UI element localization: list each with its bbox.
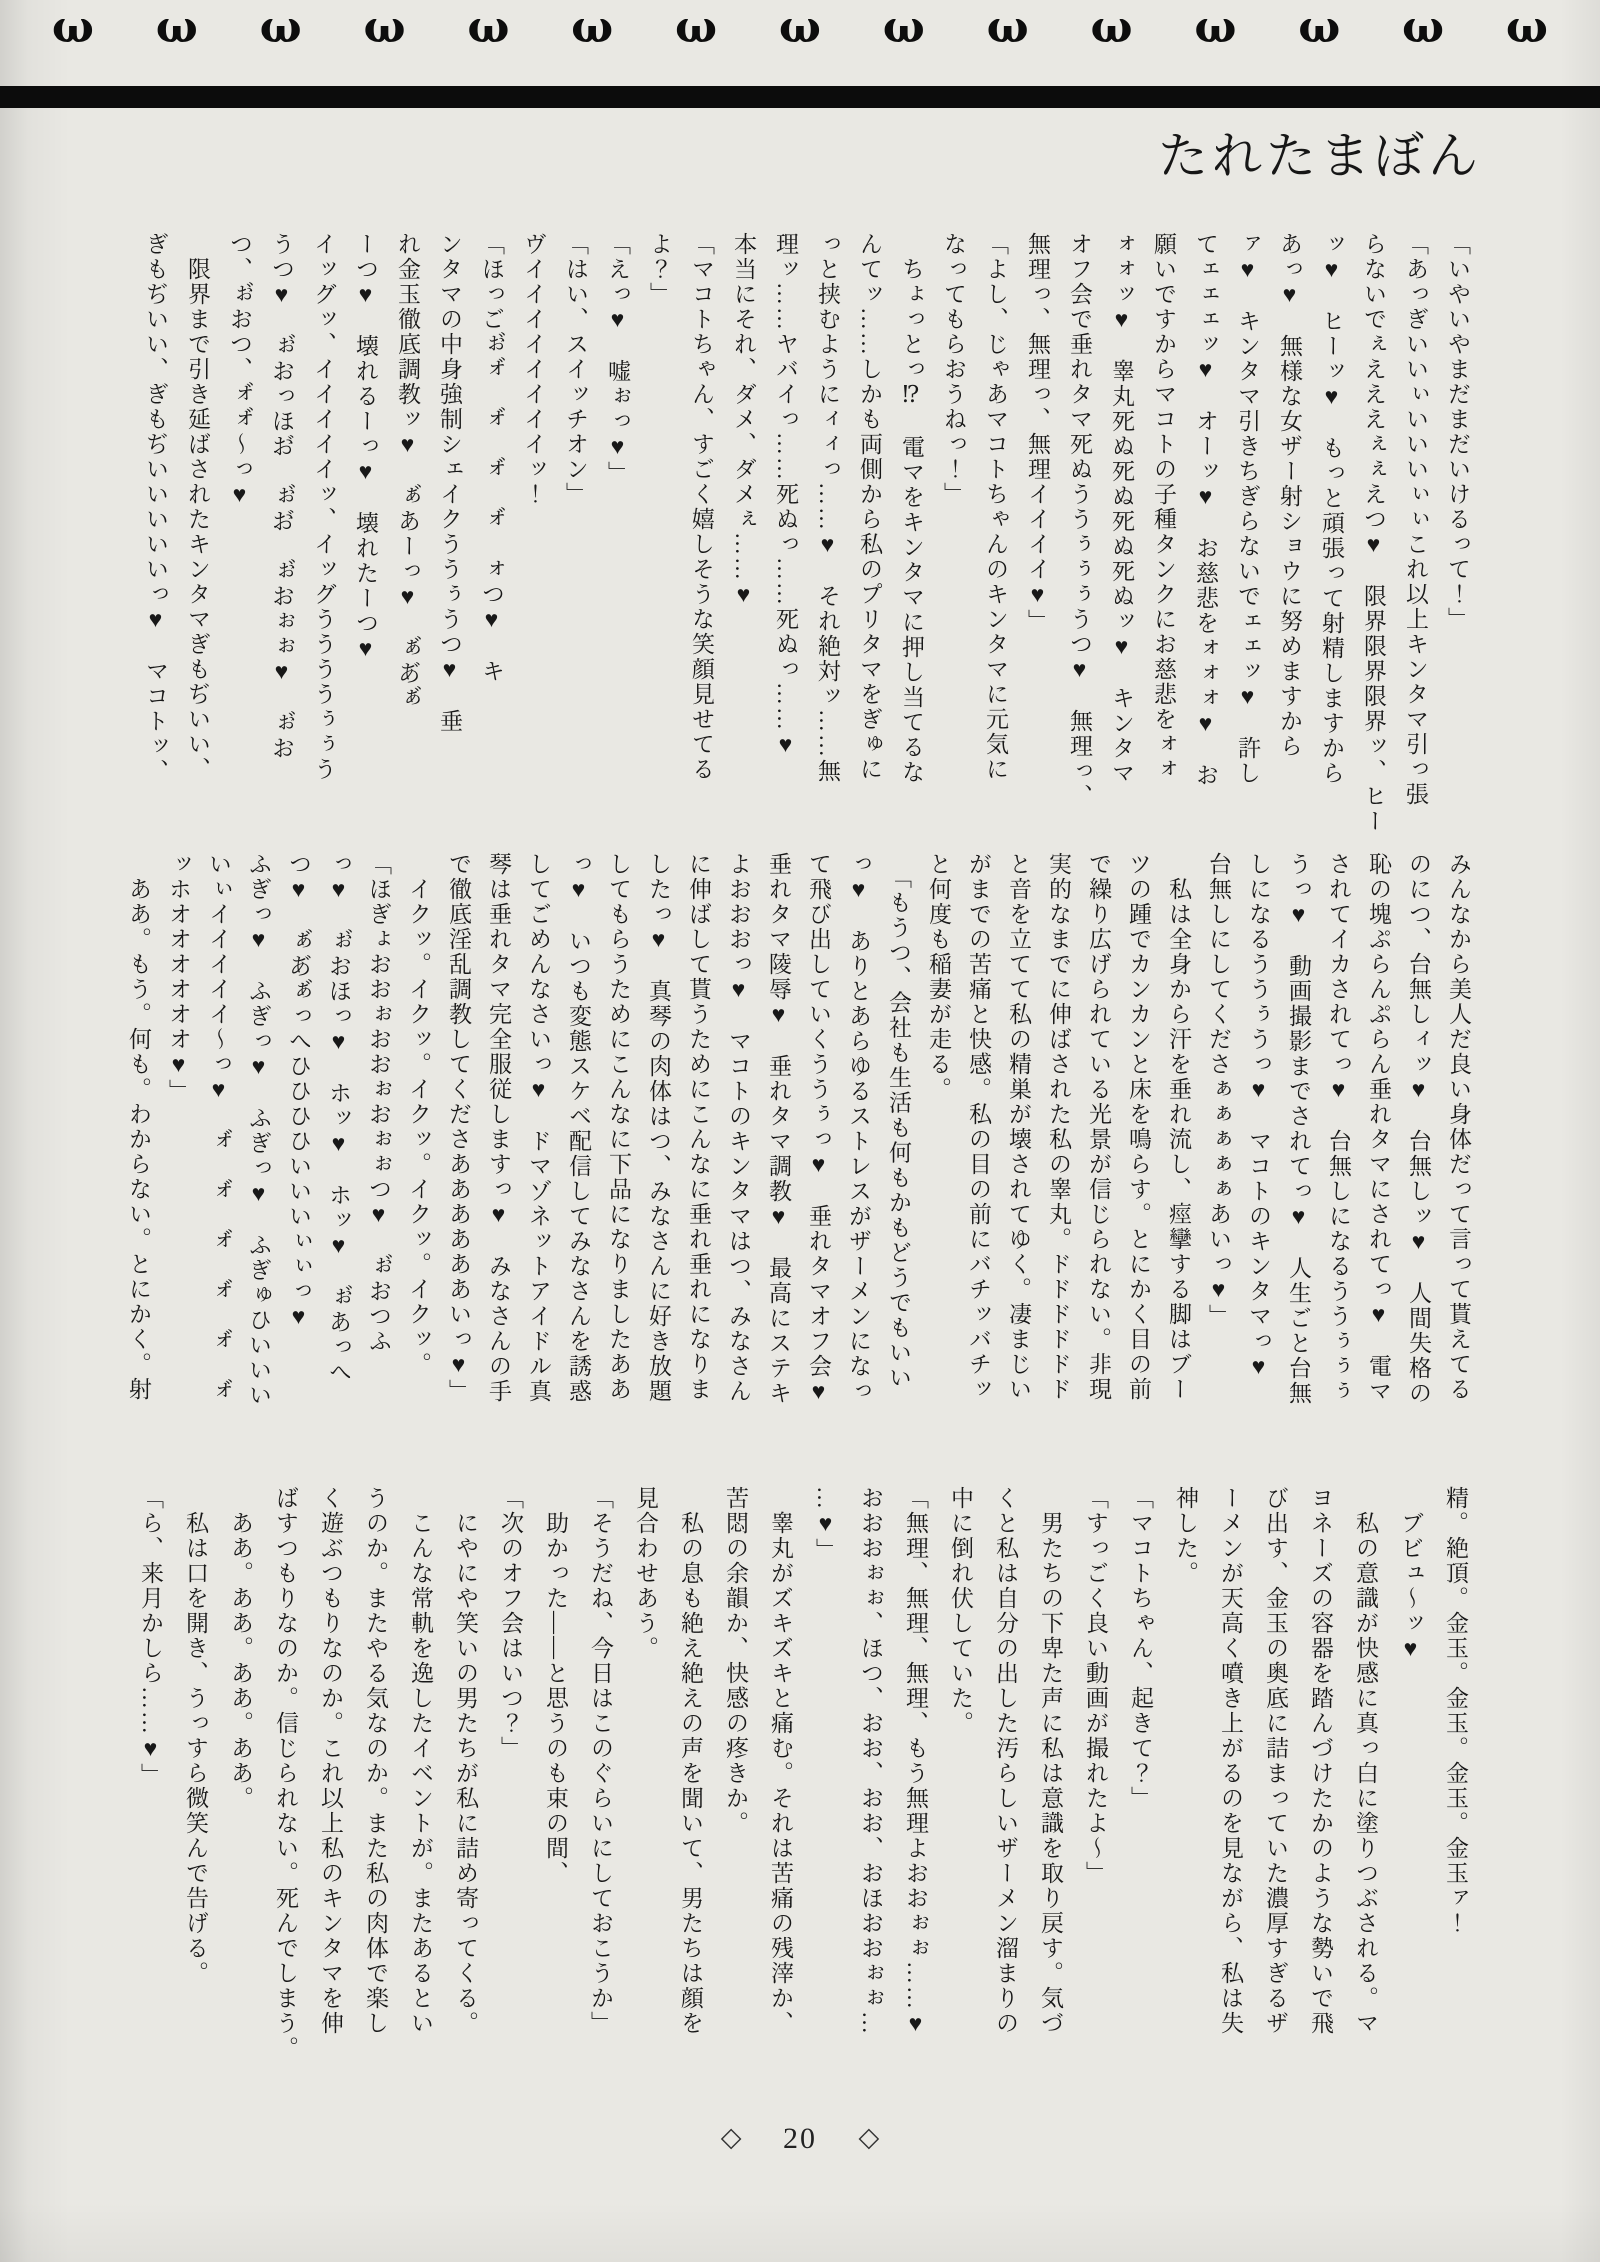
text-column: 「いやいやまだまだいけるって！」	[1445, 232, 1470, 632]
text-column: 「よし、じゃあマコトちゃんのキンタマに元気に	[983, 232, 1008, 782]
text-column: ォォッ♥ 睾丸死ぬ死ぬ死ぬ死ぬッ♥ キンタマ	[1109, 232, 1134, 786]
text-column: 睾丸がズキズキと痛む。それは苦痛の残滓か、	[768, 1486, 793, 2036]
diamond-ornament-icon: ◇	[858, 2122, 880, 2152]
text-column: ッホオオオオオオ♥」	[166, 852, 191, 1104]
text-block-bottom	[128, 1486, 1478, 2104]
text-column: で徹底淫乱調教してくださああああああいっ♥」	[446, 852, 471, 1404]
text-column: 「あっぎいいぃいいいぃぃこれ以上キンタマ引っ張	[1403, 232, 1428, 807]
omega-ornament-icon: ω	[1298, 2, 1341, 53]
omega-ornament-icon: ω	[52, 2, 94, 53]
text-column: してもらうためにこんなに下品になりましたああ	[606, 852, 631, 1402]
text-column: 私の息も絶え絶えの声を聞いて、男たちは顔を	[678, 1486, 703, 2036]
text-column: で繰り広げられている光景が信じられない。非現	[1086, 852, 1111, 1402]
text-column: 中に倒れ伏していた。	[948, 1486, 973, 1736]
text-column: オフ会で垂れタマ死ぬううぅぅぅうつ♥ 無理っ、	[1067, 232, 1092, 809]
omega-ornament-icon: ω	[675, 2, 718, 53]
page-title: たれたまぼん	[1158, 128, 1482, 184]
omega-ornament-icon: ω	[1090, 2, 1133, 53]
text-column: いぃイイイイイ〜っ♥ ォ゙ ォ゙ ォ゙ ォ゙ ォ゙ ォ゙	[206, 852, 231, 1404]
text-column: 見合わせあう。	[633, 1486, 658, 1661]
divider-bar	[0, 86, 1600, 108]
text-column: こんな常軌を逸したイベントが。またあるとい	[408, 1486, 433, 2036]
text-column: ツの踵でカンカンと床を鳴らす。とにかく目の前	[1126, 852, 1151, 1402]
omega-ornament-icon: ω	[986, 2, 1029, 53]
text-column: 恥の塊ぷらんぷらん垂れタマにされてっ♥ 電マ	[1366, 852, 1391, 1404]
omega-ornament-icon: ω	[155, 2, 198, 53]
text-column: 「えっ♥ 嘘ぉっ♥」	[605, 232, 630, 486]
text-column: のにつ、台無しィッ♥ 台無しッ♥ 人間失格の	[1406, 852, 1431, 1406]
text-column: んてッ……しかも両側から私のプリタマをぎゅに	[857, 232, 882, 782]
text-column: 「マコトちゃん、すごく嬉しそうな笑顔見せてる	[689, 232, 714, 782]
diamond-ornament-icon: ◇	[720, 2122, 742, 2152]
text-column: ばすつもりなのか。信じられない。死んでしまう。	[273, 1486, 298, 2061]
text-column: 「ら、来月かしら……♥」	[138, 1486, 163, 1788]
text-column: おおおぉぉ、ほつ、おお、おお、おほおおぉぉ…	[858, 1486, 883, 2036]
omega-ornament-icon: ω	[363, 2, 406, 53]
text-column: にやにや笑いの男たちが私に詰め寄ってくる。	[453, 1486, 478, 2036]
text-column: よ？」	[647, 232, 672, 307]
text-column: 「もうつ、会社も生活も何もかもどうでもいい	[886, 852, 911, 1391]
page-number: 20	[783, 2122, 817, 2155]
text-column: ンタマの中身強制シェイクううぅうつ♥ 垂	[437, 232, 462, 734]
text-column: しになるううぅうっ♥ マコトのキンタマっ♥	[1246, 852, 1271, 1381]
omega-ornament-icon: ω	[1194, 2, 1237, 53]
text-column: と音を立てて私の精巣が壊されてゆく。凄まじい	[1006, 852, 1031, 1402]
text-column: 琴は垂れタマ完全服従しますっ♥ みなさんの手	[486, 852, 511, 1404]
text-column: 垂れタマ陵辱♥ 垂れタマ調教♥ 最高にステキ	[766, 852, 791, 1406]
text-column: 実的なまでに伸ばされた私の睾丸。ドドドドドド	[1046, 852, 1071, 1402]
text-column: っ♥ ぉ゙おほっ♥ ホッ♥ ホッ♥ ぉ゙あっへ	[326, 852, 351, 1385]
text-column: れ金玉徹底調教ッ♥ ぁ゙あーっ♥ ぁ゙あ゙ぁ゙	[395, 232, 420, 711]
text-column: つ、ぉ゙おつ、ォ゙ォ゙〜っ♥	[227, 232, 252, 509]
omega-ornament-icon: ω	[882, 2, 925, 53]
text-column: うつ♥ ぉ゙おっほお゙ ぉ゙お゙ ぉ゙おぉぉ♥ ぉ゙お	[269, 232, 294, 761]
text-column: 私の意識が快感に真っ白に塗りつぶされる。マ	[1353, 1486, 1378, 2036]
text-column: イッグッ、イイイイイッ、イッグううううぅぅう	[311, 232, 336, 782]
text-column: く遊ぶつもりなのか。これ以上私のキンタマを伸	[318, 1486, 343, 2036]
text-column: がまでの苦痛と快感。私の目の前にバチッバチッ	[966, 852, 991, 1402]
text-column: なってもらおうねっ！」	[941, 232, 966, 507]
text-column: に伸ばして貰うためにこんなに垂れ垂れになりま	[686, 852, 711, 1402]
text-column: らないでぇえええぇぇえつ♥ 限界限界限界ッ、ヒー	[1361, 232, 1386, 834]
omega-ornament-icon: ω	[571, 2, 614, 53]
text-column: してごめんなさいっ♥ ドマゾネットアイドル真	[526, 852, 551, 1404]
text-column: うのか。またやる気なのか。また私の肉体で楽し	[363, 1486, 388, 2036]
omega-ornament-icon: ω	[259, 2, 302, 53]
text-column: したっ♥ 真琴の肉体はつ、みなさんに好き放題	[646, 852, 671, 1404]
text-column: てェェェッ♥ オーッ♥ お慈悲をォォォ♥ お	[1193, 232, 1218, 788]
text-column: 「はい、スイッチオン」	[563, 232, 588, 507]
text-column: よおおおっ♥ マコトのキンタマはつ、みなさん	[726, 852, 751, 1404]
text-column: て飛び出していくううぅっ♥ 垂れタマオフ会♥	[806, 852, 831, 1406]
text-column: ちょっとっ⁉ 電マをキンタマに押し当てるな	[899, 232, 924, 785]
text-column: 理ッ……ヤバイっ……死ぬっ……死ぬっ……♥	[773, 232, 798, 759]
text-column: 苦悶の余韻か、快感の疼きか。	[723, 1486, 748, 1836]
text-column: ブビュ〜ッ♥	[1398, 1486, 1423, 1663]
text-column: 「ほぎょおおぉおおぉおぉぉつ♥ ぉ゙おつふ	[366, 852, 391, 1354]
text-column: 私は全身から汗を垂れ流し、痙攣する脚はブー	[1166, 852, 1191, 1402]
text-column: っ♥ ありとあらゆるストレスがザーメンになっ	[846, 852, 871, 1404]
omega-ornament-icon: ω	[467, 2, 510, 53]
text-column: 「すっごく良い動画が撮れたよ〜」	[1083, 1486, 1108, 1886]
text-column: 「そうだね、今日はこのぐらいにしておこうか」	[588, 1486, 613, 2036]
text-column: みんなから美人だ良い身体だって言って貰えてる	[1446, 852, 1471, 1402]
text-column: 無理っ、無理っ、無理イイイイ♥」	[1025, 232, 1050, 634]
text-column: 「無理、無理、無理、もう無理よおおぉぉ……♥	[903, 1486, 928, 2038]
text-column: っ♥ いつも変態スケベ配信してみなさんを誘惑	[566, 852, 591, 1404]
text-column: 私は口を開き、うっすら微笑んで告げる。	[183, 1486, 208, 1986]
text-column: されてイカされてっ♥ 台無しになるううぅぅぅ	[1326, 852, 1351, 1404]
text-column: 神した。	[1173, 1486, 1198, 1586]
text-column: ふぎっ♥ ふぎっ♥ ふぎっ♥ ふぎゅひいいい	[246, 852, 271, 1408]
omega-ornament-icon: ω	[1402, 2, 1445, 53]
text-column: ヨネーズの容器を踏んづけたかのような勢いで飛	[1308, 1486, 1333, 2036]
text-column: っと挟むようにィィっ……♥ それ絶対ッ……無	[815, 232, 840, 784]
text-column: あっ♥ 無様な女ザー射ショウに努めますから	[1277, 232, 1302, 759]
text-column: イクッ。イクッ。イクッ。イクッ。イクッ。	[406, 852, 431, 1377]
text-block-top	[134, 232, 1478, 844]
text-block-middle	[118, 852, 1478, 1464]
text-column: ッ♥ ヒーッ♥ もっと頑張って射精しますから	[1319, 232, 1344, 786]
text-column: び出す、金玉の奥底に詰まっていた濃厚すぎるザ	[1263, 1486, 1288, 2036]
decorative-border	[0, 2, 1600, 53]
text-column: ァ♥ キンタマ引きちぎらないでェェッ♥ 許し	[1235, 232, 1260, 786]
omega-ornament-icon: ω	[1506, 2, 1548, 53]
text-column: うっ♥ 動画撮影までされてっ♥ 人生ごと台無	[1286, 852, 1311, 1406]
text-column: 「次のオフ会はいつ？」	[498, 1486, 523, 1761]
text-column: 限界まで引き延ばされたキンタマぎもぢいい、	[185, 232, 210, 782]
page-footer	[0, 2122, 1600, 2156]
text-column: 本当にそれ、ダメ、ダメぇ……♥	[731, 232, 756, 609]
text-column: ああ。もう。何も。わからない。とにかく。射	[126, 852, 151, 1402]
text-column: 願いですからマコトの子種タンクにお慈悲をォォ	[1151, 232, 1176, 782]
text-column: 男たちの下卑た声に私は意識を取り戻す。気づ	[1038, 1486, 1063, 2036]
text-column: と何度も稲妻が走る。	[926, 852, 951, 1102]
text-column: くと私は自分の出した汚らしいザーメン溜まりの	[993, 1486, 1018, 2036]
text-column: ーメンが天高く噴き上がるのを見ながら、私は失	[1218, 1486, 1243, 2036]
text-column: 助かった——と思うのも束の間、	[543, 1486, 568, 1886]
text-column: 「ほっごぉ゙ォ゙ ォ゙ ォ゙ ォ゙ ォつ♥ キ	[479, 232, 504, 684]
omega-ornament-icon: ω	[779, 2, 821, 53]
text-column: ああ。ああ。ああ。ああ。	[228, 1486, 253, 1811]
text-column: 台無しにしてくださぁぁぁぁぁあいっ♥」	[1206, 852, 1231, 1329]
text-column: ヴイイイイイイイイッ！	[521, 232, 546, 507]
text-column: 精。絶頂。金玉。金玉。金玉。金玉ァ！	[1443, 1486, 1468, 1936]
text-column: ぎもぢいい、ぎもぢいいいいいっ♥ マコトッ、	[143, 232, 168, 784]
text-column: …♥」	[813, 1486, 838, 1563]
text-column: 「マコトちゃん、起きて？」	[1128, 1486, 1153, 1811]
text-column: ーつ♥ 壊れるーっ♥ 壊れたーつ♥	[353, 232, 378, 663]
text-column: つ♥ ぁ゙あ゙ぁ゙っへひひひひいいいぃぃっ♥	[286, 852, 311, 1331]
